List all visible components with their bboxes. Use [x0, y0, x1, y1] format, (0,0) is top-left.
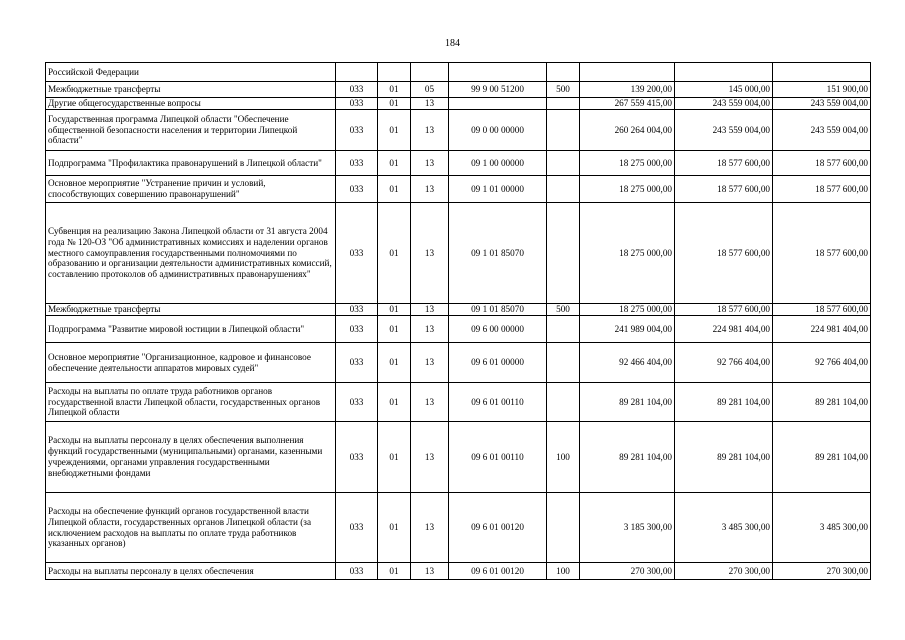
row-name: Расходы на выплаты персоналу в целях обеспечения выполнения функций государственными (муниципальными) органами, казенными учреждениями, органами управления государственными внебюджетными фондами [46, 422, 336, 493]
row-name: Расходы на выплаты по оплате труда работников органов государственной власти Липецкой области, государственных органов Липецкой области [46, 383, 336, 422]
table-row [46, 304, 871, 316]
cell-admin-code: 033 [336, 563, 378, 580]
cell-subsection: 13 [411, 563, 449, 580]
cell-expense-type [547, 383, 580, 422]
cell-section: 01 [378, 493, 411, 563]
cell-amount-year-2: 18 577 600,00 [675, 151, 773, 176]
cell-section: 01 [378, 304, 411, 316]
cell-amount-year-3: 3 485 300,00 [773, 493, 871, 563]
cell-amount-year-3: 270 300,00 [773, 563, 871, 580]
cell-admin-code: 033 [336, 493, 378, 563]
table-row [46, 82, 871, 98]
cell-subsection [411, 63, 449, 82]
cell-amount-year-1: 18 275 000,00 [580, 304, 675, 316]
row-name: Расходы на обеспечение функций органов государственной власти Липецкой области, государственных органов Липецкой области (за исключением расходов на выплаты по оплате труда работников указанных органов) [46, 493, 336, 563]
cell-admin-code: 033 [336, 151, 378, 176]
cell-subsection: 13 [411, 98, 449, 110]
cell-admin-code: 033 [336, 110, 378, 151]
cell-amount-year-3: 89 281 104,00 [773, 422, 871, 493]
row-name: Государственная программа Липецкой области "Обеспечение общественной безопасности населения и территории Липецкой области" [46, 110, 336, 151]
cell-expense-type [547, 110, 580, 151]
cell-expense-type: 500 [547, 304, 580, 316]
cell-expense-type [547, 343, 580, 383]
cell-section [378, 63, 411, 82]
row-name: Подпрограмма "Профилактика правонарушений в Липецкой области" [46, 151, 336, 176]
row-name: Основное мероприятие "Устранение причин и условий, способствующих совершению правонарушений" [46, 176, 336, 203]
cell-target-article: 09 6 01 00120 [449, 563, 547, 580]
cell-target-article: 09 0 00 00000 [449, 110, 547, 151]
cell-amount-year-2: 92 766 404,00 [675, 343, 773, 383]
table-row [46, 98, 871, 110]
cell-amount-year-3: 243 559 004,00 [773, 110, 871, 151]
cell-amount-year-3: 18 577 600,00 [773, 151, 871, 176]
cell-expense-type [547, 98, 580, 110]
cell-section: 01 [378, 98, 411, 110]
cell-subsection: 13 [411, 493, 449, 563]
cell-amount-year-1: 260 264 004,00 [580, 110, 675, 151]
cell-amount-year-1: 18 275 000,00 [580, 176, 675, 203]
cell-expense-type [547, 176, 580, 203]
cell-expense-type [547, 316, 580, 343]
cell-amount-year-3: 224 981 404,00 [773, 316, 871, 343]
cell-expense-type [547, 151, 580, 176]
page-number: 184 [445, 38, 460, 49]
table-row [46, 343, 871, 383]
table-row [46, 493, 871, 563]
row-name: Расходы на выплаты персоналу в целях обеспечения [46, 563, 336, 580]
cell-section: 01 [378, 110, 411, 151]
cell-amount-year-1: 270 300,00 [580, 563, 675, 580]
cell-subsection: 13 [411, 383, 449, 422]
cell-expense-type [547, 493, 580, 563]
table-row [46, 316, 871, 343]
cell-target-article: 09 6 01 00110 [449, 422, 547, 493]
cell-expense-type: 100 [547, 563, 580, 580]
cell-amount-year-2: 18 577 600,00 [675, 203, 773, 304]
cell-target-article: 09 6 01 00000 [449, 343, 547, 383]
cell-amount-year-2: 145 000,00 [675, 82, 773, 98]
cell-section: 01 [378, 316, 411, 343]
row-name: Подпрограмма "Развитие мировой юстиции в Липецкой области" [46, 316, 336, 343]
table-row [46, 203, 871, 304]
cell-amount-year-2: 270 300,00 [675, 563, 773, 580]
cell-section: 01 [378, 82, 411, 98]
cell-subsection: 13 [411, 343, 449, 383]
cell-section: 01 [378, 383, 411, 422]
cell-amount-year-1: 18 275 000,00 [580, 151, 675, 176]
cell-subsection: 13 [411, 316, 449, 343]
cell-subsection: 13 [411, 151, 449, 176]
cell-subsection: 13 [411, 422, 449, 493]
cell-amount-year-3: 151 900,00 [773, 82, 871, 98]
cell-target-article: 09 1 01 85070 [449, 304, 547, 316]
cell-section: 01 [378, 422, 411, 493]
cell-amount-year-1: 18 275 000,00 [580, 203, 675, 304]
cell-section: 01 [378, 203, 411, 304]
cell-admin-code: 033 [336, 176, 378, 203]
cell-section: 01 [378, 563, 411, 580]
cell-amount-year-1: 89 281 104,00 [580, 383, 675, 422]
cell-section: 01 [378, 151, 411, 176]
cell-amount-year-1: 92 466 404,00 [580, 343, 675, 383]
cell-amount-year-3: 89 281 104,00 [773, 383, 871, 422]
cell-target-article [449, 63, 547, 82]
cell-target-article: 09 6 00 00000 [449, 316, 547, 343]
cell-admin-code: 033 [336, 316, 378, 343]
cell-target-article: 09 1 01 85070 [449, 203, 547, 304]
cell-amount-year-2: 89 281 104,00 [675, 383, 773, 422]
cell-admin-code: 033 [336, 422, 378, 493]
cell-section: 01 [378, 176, 411, 203]
row-name: Другие общегосударственные вопросы [46, 98, 336, 110]
cell-target-article: 09 6 01 00120 [449, 493, 547, 563]
cell-target-article: 99 9 00 51200 [449, 82, 547, 98]
row-name: Основное мероприятие "Организационное, кадровое и финансовое обеспечение деятельности аппаратов мировых судей" [46, 343, 336, 383]
cell-admin-code: 033 [336, 203, 378, 304]
cell-section: 01 [378, 343, 411, 383]
cell-admin-code: 033 [336, 304, 378, 316]
cell-amount-year-2: 89 281 104,00 [675, 422, 773, 493]
cell-target-article: 09 6 01 00110 [449, 383, 547, 422]
table-row [46, 176, 871, 203]
cell-amount-year-3 [773, 63, 871, 82]
row-name: Субвенция на реализацию Закона Липецкой области от 31 августа 2004 года № 120-ОЗ "Об административных комиссиях и наделении органов местного самоуправления государственными полномочиями по образованию и организации деятельности административных комиссий, составлению протоколов об административных правонарушениях" [46, 203, 336, 304]
cell-target-article: 09 1 00 00000 [449, 151, 547, 176]
cell-amount-year-2: 3 485 300,00 [675, 493, 773, 563]
cell-admin-code: 033 [336, 383, 378, 422]
cell-admin-code: 033 [336, 98, 378, 110]
cell-admin-code: 033 [336, 343, 378, 383]
table-row [46, 383, 871, 422]
row-name: Российской Федерации [46, 63, 336, 82]
budget-table [45, 62, 871, 580]
cell-amount-year-2: 18 577 600,00 [675, 304, 773, 316]
cell-target-article [449, 98, 547, 110]
table-row [46, 110, 871, 151]
cell-admin-code: 033 [336, 82, 378, 98]
table-row [46, 422, 871, 493]
cell-amount-year-1: 139 200,00 [580, 82, 675, 98]
cell-subsection: 05 [411, 82, 449, 98]
cell-amount-year-2: 243 559 004,00 [675, 98, 773, 110]
cell-subsection: 13 [411, 110, 449, 151]
cell-amount-year-3: 92 766 404,00 [773, 343, 871, 383]
cell-expense-type: 100 [547, 422, 580, 493]
cell-amount-year-1: 89 281 104,00 [580, 422, 675, 493]
cell-amount-year-2: 224 981 404,00 [675, 316, 773, 343]
cell-amount-year-1 [580, 63, 675, 82]
table-row [46, 151, 871, 176]
cell-expense-type [547, 203, 580, 304]
cell-expense-type [547, 63, 580, 82]
table-row [46, 63, 871, 82]
row-name: Межбюджетные трансферты [46, 304, 336, 316]
table-row [46, 563, 871, 580]
cell-amount-year-1: 241 989 004,00 [580, 316, 675, 343]
cell-amount-year-2: 243 559 004,00 [675, 110, 773, 151]
cell-amount-year-3: 18 577 600,00 [773, 203, 871, 304]
cell-expense-type: 500 [547, 82, 580, 98]
cell-amount-year-1: 3 185 300,00 [580, 493, 675, 563]
cell-target-article: 09 1 01 00000 [449, 176, 547, 203]
cell-amount-year-3: 243 559 004,00 [773, 98, 871, 110]
cell-subsection: 13 [411, 304, 449, 316]
cell-subsection: 13 [411, 203, 449, 304]
row-name: Межбюджетные трансферты [46, 82, 336, 98]
cell-amount-year-3: 18 577 600,00 [773, 176, 871, 203]
cell-subsection: 13 [411, 176, 449, 203]
cell-admin-code [336, 63, 378, 82]
cell-amount-year-3: 18 577 600,00 [773, 304, 871, 316]
cell-amount-year-1: 267 559 415,00 [580, 98, 675, 110]
cell-amount-year-2 [675, 63, 773, 82]
cell-amount-year-2: 18 577 600,00 [675, 176, 773, 203]
